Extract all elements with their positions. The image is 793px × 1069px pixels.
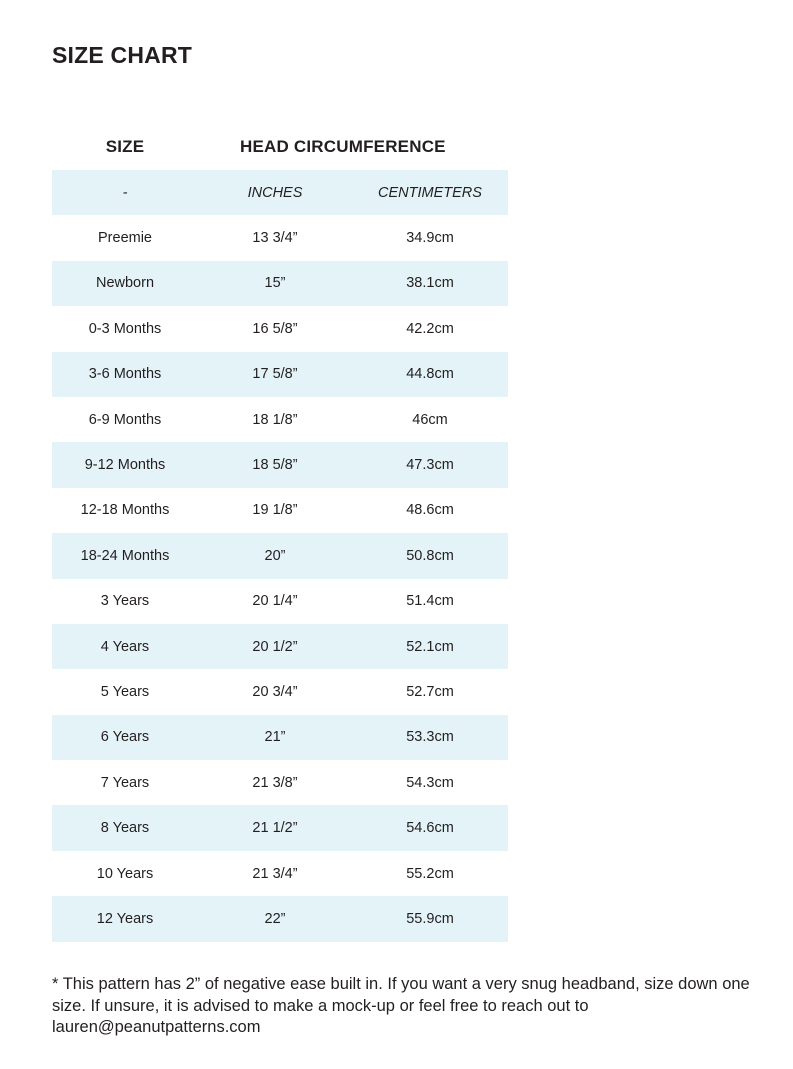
footnote: * This pattern has 2” of negative ease built in. If you want a very snug headband, size down one size. If unsure, it is advised to make a mock-up or feel free to reach out to lauren@peanutpatterns.com bbox=[52, 975, 750, 1036]
centimeters-cell: 48.6cm bbox=[406, 502, 454, 519]
size-cell: 6-9 Months bbox=[88, 411, 162, 428]
table-row bbox=[52, 896, 508, 941]
table-row bbox=[52, 851, 508, 896]
centimeters-cell: 54.3cm bbox=[406, 774, 454, 791]
size-cell: 18-24 Months bbox=[52, 533, 198, 578]
centimeters-cell: 55.9cm bbox=[352, 896, 508, 941]
centimeters-cell: 44.8cm bbox=[352, 352, 508, 397]
inches-cell: 16 5/8” bbox=[252, 320, 298, 337]
size-cell: 10 Years bbox=[96, 865, 154, 882]
inches-cell: 17 5/8” bbox=[198, 352, 352, 397]
size-cell: 7 Years bbox=[100, 774, 150, 791]
inches-cell: 13 3/4” bbox=[252, 230, 298, 247]
centimeters-cell: 55.2cm bbox=[406, 865, 454, 882]
header-head-circumference: HEAD CIRCUMFERENCE bbox=[240, 137, 446, 156]
centimeters-cell: 34.9cm bbox=[406, 230, 454, 247]
table-row bbox=[52, 669, 508, 714]
inches-cell: 18 5/8” bbox=[198, 442, 352, 487]
inches-cell: 20 3/4” bbox=[252, 683, 298, 700]
table-row bbox=[52, 624, 508, 669]
size-cell: 9-12 Months bbox=[52, 442, 198, 487]
size-cell: 12 Years bbox=[52, 896, 198, 941]
centimeters-cell: 42.2cm bbox=[406, 320, 454, 337]
size-cell: 3-6 Months bbox=[52, 352, 198, 397]
size-cell: 0-3 Months bbox=[88, 320, 162, 337]
size-cell: 4 Years bbox=[52, 624, 198, 669]
centimeters-cell: 38.1cm bbox=[352, 261, 508, 306]
table-row bbox=[52, 579, 508, 624]
size-cell: Preemie bbox=[98, 230, 152, 247]
centimeters-cell: 52.7cm bbox=[406, 683, 454, 700]
centimeters-cell: 46cm bbox=[412, 411, 448, 428]
size-cell: 6 Years bbox=[52, 715, 198, 760]
inches-cell: 19 1/8” bbox=[252, 502, 298, 519]
table-row bbox=[52, 215, 508, 260]
table-row bbox=[52, 533, 508, 578]
inches-cell: 21” bbox=[198, 715, 352, 760]
size-chart-table bbox=[52, 124, 508, 942]
inches-cell: 20” bbox=[198, 533, 352, 578]
table-row bbox=[52, 352, 508, 397]
table-body bbox=[52, 170, 508, 942]
size-cell: 8 Years bbox=[52, 805, 198, 850]
table-row bbox=[52, 488, 508, 533]
inches-cell: 22” bbox=[198, 896, 352, 941]
inches-cell: 15” bbox=[198, 261, 352, 306]
size-cell: Newborn bbox=[52, 261, 198, 306]
centimeters-cell: 47.3cm bbox=[352, 442, 508, 487]
page-title: SIZE CHART bbox=[52, 42, 192, 68]
centimeters-cell: 50.8cm bbox=[352, 533, 508, 578]
size-cell: 3 Years bbox=[100, 593, 150, 610]
units-size-cell: - bbox=[52, 170, 198, 215]
size-cell: 5 Years bbox=[100, 683, 150, 700]
table-row bbox=[52, 261, 508, 306]
inches-cell: 21 1/2” bbox=[198, 805, 352, 850]
units-inches-cell: INCHES bbox=[198, 170, 352, 215]
table-header-row bbox=[52, 124, 508, 170]
inches-cell: 20 1/2” bbox=[198, 624, 352, 669]
inches-cell: 20 1/4” bbox=[252, 593, 298, 610]
table-row bbox=[52, 397, 508, 442]
inches-cell: 18 1/8” bbox=[252, 411, 298, 428]
header-size: SIZE bbox=[105, 137, 145, 156]
centimeters-cell: 53.3cm bbox=[352, 715, 508, 760]
table-row bbox=[52, 442, 508, 487]
size-cell: 12-18 Months bbox=[80, 502, 170, 519]
table-row bbox=[52, 306, 508, 351]
centimeters-cell: 52.1cm bbox=[352, 624, 508, 669]
table-row bbox=[52, 805, 508, 850]
centimeters-cell: 54.6cm bbox=[352, 805, 508, 850]
inches-cell: 21 3/4” bbox=[252, 865, 298, 882]
table-row bbox=[52, 715, 508, 760]
units-row bbox=[52, 170, 508, 215]
units-centimeters-cell: CENTIMETERS bbox=[352, 170, 508, 215]
centimeters-cell: 51.4cm bbox=[406, 593, 454, 610]
inches-cell: 21 3/8” bbox=[252, 774, 298, 791]
table-row bbox=[52, 760, 508, 805]
